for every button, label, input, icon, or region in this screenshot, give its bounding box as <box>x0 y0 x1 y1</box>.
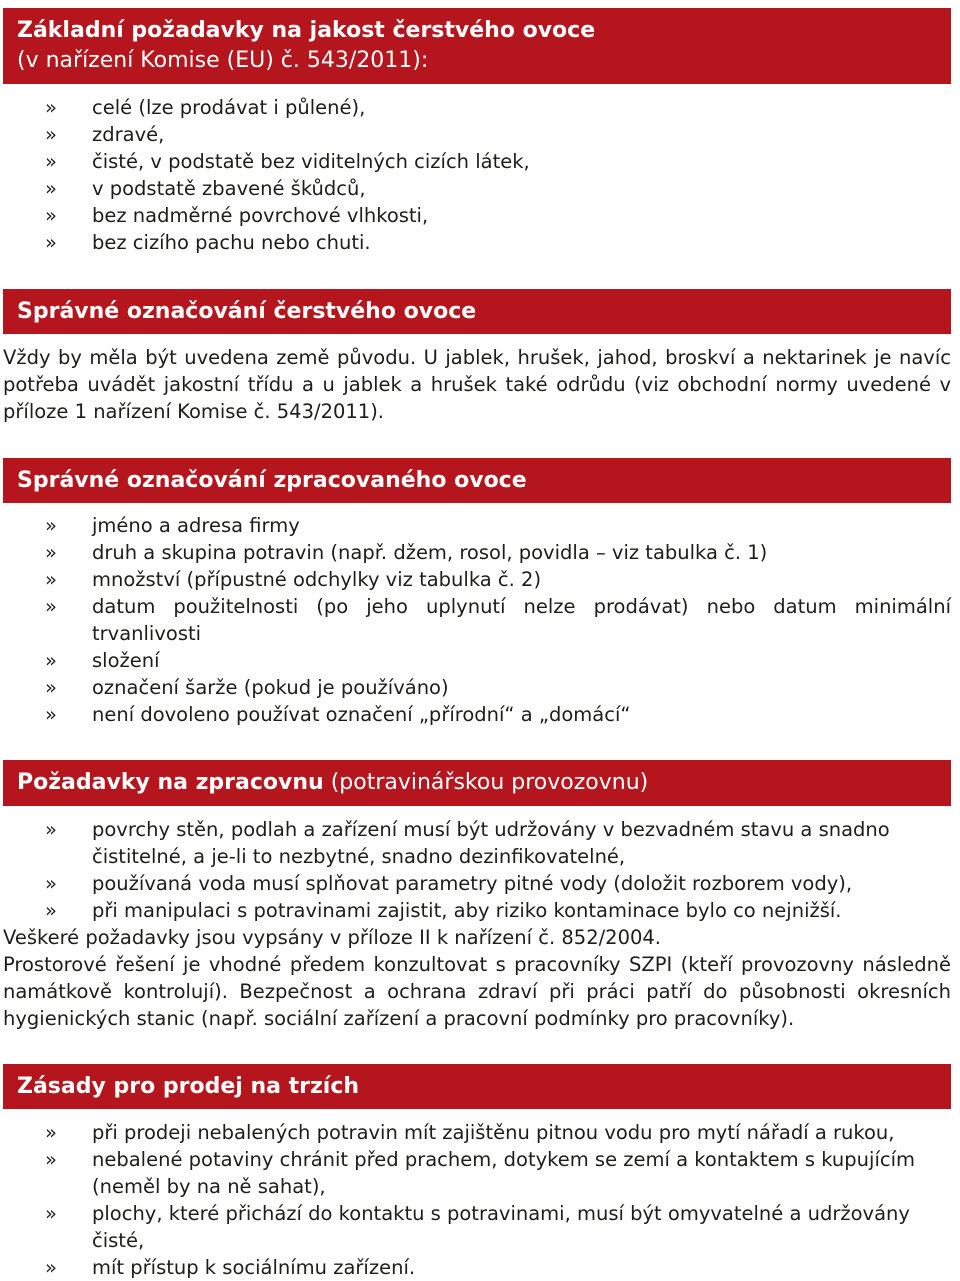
bullet-marker: » <box>45 123 57 146</box>
quality-list <box>3 94 951 256</box>
list-item <box>3 897 951 924</box>
bullet-marker: » <box>45 872 57 895</box>
section-heading-processed-labeling <box>3 458 951 503</box>
section-heading-quality <box>3 8 951 84</box>
list-item <box>3 539 951 566</box>
bullet-marker: » <box>45 818 57 841</box>
list-item <box>3 1254 951 1281</box>
section-heading-bold: Požadavky na zpracovnu <box>17 770 324 795</box>
list-item-text: používaná voda musí splňovat parametry pitné vody (doložit rozborem vody), <box>92 872 853 895</box>
list-item-text: čisté, v podstatě bez viditelných cizích látek, <box>92 150 530 173</box>
list-item-text: zdravé, <box>92 123 165 146</box>
section-heading-text: Zásady pro prodej na trzích <box>17 1073 360 1099</box>
section-heading-line: (v nařízení Komise (EU) č. 543/2011): <box>17 48 429 73</box>
fresh-labeling-paragraph: Vždy by měla být uvedena země původu. U jablek, hrušek, jahod, broskví a nektarinek je navíc potřeba uvádět jakostní třídu a u jablek a hrušek také odrůdu (viz obchodní normy uvedené v příloze 1 nařízení Komise č. 543/2011). <box>3 346 951 423</box>
list-item-text: množství (přípustné odchylky viz tabulka č. 2) <box>92 568 542 591</box>
list-item <box>3 647 951 674</box>
bullet-marker: » <box>45 1202 57 1225</box>
section-heading-text: Správné označování čerstvého ovoce <box>17 298 477 324</box>
list-item-text: mít přístup k sociálnímu zařízení. <box>92 1256 416 1279</box>
bullet-marker: » <box>45 649 57 672</box>
list-item <box>3 512 951 539</box>
section-heading-normal: (potravinářskou provozovnu) <box>323 770 649 795</box>
list-item <box>3 701 951 728</box>
market-sales-list <box>3 1119 951 1281</box>
layout-consultation-paragraph: Prostorové řešení je vhodné předem konzultovat s pracovníky SZPI (kteří provozovny následně namátkově kontrolují). Bezpečnost a ochrana zdraví při práci patří do působnosti okresních hygienických stanic (např. sociální zařízení a pracovní podmínky pro pracovníky). <box>3 953 951 1030</box>
bullet-marker: » <box>45 514 57 537</box>
bullet-marker: » <box>45 177 57 200</box>
list-item-text: plochy, které přichází do kontaktu s potravinami, musí být omyvatelné a udržovány čisté, <box>92 1202 910 1252</box>
bullet-marker: » <box>45 1256 57 1279</box>
bullet-marker: » <box>45 899 57 922</box>
list-item <box>3 121 951 148</box>
list-item-text: nebalené potaviny chránit před prachem, dotykem se zemí a kontaktem s kupujícím (neměl by na ně sahat), <box>92 1148 915 1198</box>
list-item-text: při manipulaci s potravinami zajistit, aby riziko kontaminace bylo co nejnižší. <box>92 899 842 922</box>
regulation-note: Veškeré požadavky jsou vypsány v příloze II k nařízení č. 852/2004. <box>3 926 661 949</box>
list-item <box>3 1146 951 1200</box>
bullet-marker: » <box>45 96 57 119</box>
list-item-text: složení <box>92 649 160 672</box>
list-item-text: celé (lze prodávat i půlené), <box>92 96 366 119</box>
bullet-marker: » <box>45 231 57 254</box>
list-item-text: v podstatě zbavené škůdců, <box>92 177 366 200</box>
section-heading-fresh-labeling <box>3 289 951 334</box>
bullet-marker: » <box>45 595 57 618</box>
list-item <box>3 148 951 175</box>
section-heading-text: Správné označování zpracovaného ovoce <box>17 467 527 493</box>
bullet-marker: » <box>45 204 57 227</box>
section-heading-line: Základní požadavky na jakost čerstvého ovoce <box>17 18 596 43</box>
bullet-marker: » <box>45 676 57 699</box>
processed-labeling-list <box>3 512 951 728</box>
bullet-marker: » <box>45 568 57 591</box>
bullet-marker: » <box>45 1121 57 1144</box>
list-item-text: povrchy stěn, podlah a zařízení musí být udržovány v bezvadném stavu a snadno čistitelné, a je-li to nezbytné, snadno dezinfikovatelné, <box>92 818 890 868</box>
section-heading-market-sales <box>3 1064 951 1109</box>
list-item <box>3 870 951 897</box>
list-item <box>3 566 951 593</box>
list-item <box>3 674 951 701</box>
list-item-text: druh a skupina potravin (např. džem, rosol, povidla – viz tabulka č. 1) <box>92 541 768 564</box>
list-item-text: bez cizího pachu nebo chuti. <box>92 231 371 254</box>
list-item <box>3 593 951 647</box>
bullet-marker: » <box>45 1148 57 1171</box>
bullet-marker: » <box>45 703 57 726</box>
facility-list <box>3 816 951 924</box>
list-item <box>3 202 951 229</box>
list-item-text: označení šarže (pokud je používáno) <box>92 676 449 699</box>
list-item-text: jméno a adresa firmy <box>92 514 300 537</box>
list-item-text: bez nadměrné povrchové vlhkosti, <box>92 204 429 227</box>
bullet-marker: » <box>45 150 57 173</box>
list-item <box>3 1200 951 1254</box>
list-item-text: není dovoleno používat označení „přírodní“ a „domácí“ <box>92 703 631 726</box>
list-item <box>3 1119 951 1146</box>
list-item-text: při prodeji nebalených potravin mít zajištěnu pitnou vodu pro mytí nářadí a rukou, <box>92 1121 895 1144</box>
list-item <box>3 816 951 870</box>
section-heading-facility <box>3 760 951 806</box>
list-item <box>3 229 951 256</box>
list-item-text: datum použitelnosti (po jeho uplynutí nelze prodávat) nebo datum minimální trvanlivosti <box>92 595 951 645</box>
list-item <box>3 94 951 121</box>
bullet-marker: » <box>45 541 57 564</box>
list-item <box>3 175 951 202</box>
